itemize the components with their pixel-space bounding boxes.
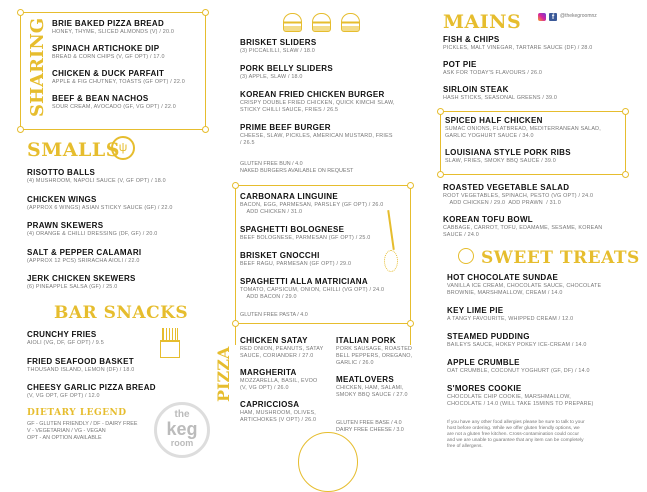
menu-item-name: CHICKEN WINGS [27, 194, 97, 204]
menu-item-description: BELL PEPPERS, OREGANO, [336, 353, 413, 359]
menu-item-description: (APPROX 6 WINGS) ASIAN STICKY SAUCE (GF) / 22.0 [27, 204, 173, 211]
menu-item [447, 358, 601, 375]
menu-item-description: ASK FOR TODAY'S FLAVOURS / 26.0 [443, 70, 543, 76]
menu-item [240, 277, 384, 301]
menu-item-description: RED ONION, PEANUTS, SATAY [240, 346, 324, 352]
note-line: are not a gluten free kitchen. Cross-contamination could occur [447, 432, 579, 437]
menu-item-description: SOUR CREAM, AVOCADO (GF, VG OPT) / 22.0 [52, 104, 176, 110]
menu-item-description: (4) MUSHROOM, NAPOLI SAUCE (V, GF OPT) / 18.0 [27, 178, 166, 184]
fries-icon [160, 328, 180, 358]
logo-text-the: the [174, 409, 190, 420]
menu-item-description: CHEESE, SLAW, PICKLES, AMERICAN MUSTARD, FRIES [240, 133, 393, 139]
menu-item [336, 336, 412, 367]
menu-item-description: SUMAC ONIONS, FLATBREAD, MEDITERRANEAN SALAD, [445, 126, 601, 132]
menu-item-description: STICKY CHILLI SAUCE, FRIES / 26.5 [240, 107, 339, 113]
menu-item-description: ADD BACON / 29.0 [240, 294, 297, 300]
menu-item [52, 94, 185, 111]
menu-item [443, 60, 593, 77]
menu-item [447, 306, 601, 323]
facebook-icon[interactable]: f [549, 13, 557, 21]
menu-item [447, 384, 601, 408]
menu-item-description: OAT CRUMBLE, COCONUT YOGHURT (GF, DF) / 14.0 [447, 368, 590, 374]
burgers-notes [240, 161, 353, 175]
menu-item [27, 357, 156, 374]
menu-item-description: GARLIC / 26.0 [336, 360, 374, 366]
menu-item-description: TOMATO, CAPSICUM, ONION, CHILLI (VG OPT) / 24.0 [240, 287, 385, 293]
menu-item-name: CARBONARA LINGUINE [240, 192, 338, 201]
menu-item-name: BRIE BAKED PIZZA BREAD [52, 19, 165, 28]
menu-item [443, 85, 593, 102]
menu-item-description: SAUCE, CORIANDER / 27.0 [240, 353, 314, 359]
menu-item-name: RISOTTO BALLS [27, 168, 96, 177]
menu-item-name: S'MORES COOKIE [447, 384, 522, 393]
menu-item-description: APPLE & FIG CHUTNEY, TOASTS (GF OPT) / 22.0 [52, 79, 185, 85]
menu-item-description: HONEY, THYME, SLICED ALMONDS (V) / 20.0 [52, 29, 175, 35]
bar-snacks-heading: BAR SNACKS [54, 303, 189, 323]
menu-item-name: BRISKET SLIDERS [240, 38, 317, 47]
sharing-list [52, 19, 185, 119]
pizza-list-right [336, 336, 412, 407]
menu-item-name: CHICKEN SATAY [240, 336, 308, 345]
menu-item-description: ROOT VEGETABLES, SPINACH, PESTO (VG OPT) / 24.0 [443, 193, 594, 199]
menu-item-name: MEATLOVERS [336, 375, 394, 384]
menu-item-name: SALT & PEPPER CALAMARI [27, 247, 142, 257]
menu-item-description: SMOKY BBQ SAUCE / 27.0 [336, 392, 408, 398]
utensils-icon: ψ [111, 136, 135, 160]
menu-item-description: BACON, EGG, PARMESAN, PARSLEY (GF OPT) / 26.0 [240, 202, 384, 208]
note-line: host before ordering. While we offer gluten friendly options, we [447, 426, 580, 431]
menu-item-name: SPAGHETTI ALLA MATRICIANA [240, 277, 368, 286]
menu-item-description: ADD CHICKEN / 29.0 ADD PRAWN / 31.0 [443, 200, 561, 206]
menu-item-name: KOREAN TOFU BOWL [443, 215, 533, 224]
menu-item [27, 330, 156, 347]
logo-watermark [154, 402, 210, 458]
menu-item-name: PRAWN SKEWERS [27, 221, 104, 230]
menu-item [240, 38, 395, 55]
menu-item-description: ADD CHICKEN / 31.0 [240, 209, 303, 215]
menu-item [27, 168, 173, 185]
mains-list [443, 35, 593, 110]
note-line: free of allergens. [447, 444, 483, 449]
social-handle[interactable]: @thekegroomnz [560, 13, 597, 19]
menu-item [240, 192, 384, 216]
pasta-list [240, 192, 384, 310]
menu-item-description: BREAD & CORN CHIPS (V, GF OPT) / 17.0 [52, 54, 165, 60]
instagram-icon[interactable] [538, 13, 546, 21]
menu-item-description: CRISPY DOUBLE FRIED CHICKEN, QUICK KIMCHI SLAW, [240, 100, 395, 106]
menu-item-description: BAILEYS SAUCE, HOKEY POKEY ICE-CREAM / 14.0 [447, 342, 587, 348]
sharing-heading: SHARING [27, 17, 48, 117]
menu-item-name: MARGHERITA [240, 368, 297, 377]
dietary-legend-heading: DIETARY LEGEND [27, 408, 127, 418]
menu-item-name: PORK BELLY SLIDERS [240, 64, 333, 73]
menu-item-name: APPLE CRUMBLE [447, 358, 520, 367]
menu-item-name: KOREAN FRIED CHICKEN BURGER [240, 90, 385, 99]
menu-item-name: SPICED HALF CHICKEN [445, 116, 543, 125]
allergy-disclaimer [447, 420, 585, 450]
menu-item [52, 69, 185, 86]
menu-item-description: CABBAGE, CARROT, TOFU, EDAMAME, SESAME, KOREAN [443, 225, 603, 231]
sweet-treats-heading: SWEET TREATS [481, 248, 640, 268]
note-line: GLUTEN FREE PASTA / 4.0 [240, 312, 308, 318]
note-line: and we are unable to guarantee that any item can be completely [447, 438, 584, 443]
note-line: OPT - AN OPTION AVAILABLE [27, 435, 102, 441]
menu-item-name: ITALIAN PORK [336, 336, 396, 345]
menu-item-description: (V, VG OPT) / 26.0 [240, 385, 289, 391]
burger-icons [283, 13, 363, 35]
menu-item [52, 44, 185, 61]
menu-item [27, 248, 173, 265]
menu-item [447, 332, 601, 349]
menu-item-description: A TANGY FAVOURITE, WHIPPED CREAM / 12.0 [447, 316, 574, 322]
logo-text-room: room [170, 438, 194, 448]
burgers-list [240, 38, 395, 156]
menu-item-description: BROWNIE, MARSHMALLOW, CREAM / 14.0 [447, 290, 563, 296]
menu-item-name: CRUNCHY FRIES [27, 330, 97, 339]
menu-item [240, 225, 384, 242]
sundae-icon [458, 248, 474, 264]
menu-item-description: HASH STICKS, SEASONAL GREENS / 39.0 [443, 95, 558, 101]
menu-item-description: CHOCOLATE CHIP COOKIE, MARSHMALLOW, [447, 394, 571, 400]
menu-item-description: BEEF RAGU, PARMESAN (GF OPT) / 29.0 [240, 261, 352, 267]
menu-item-description: (4) ORANGE & CHILLI DRESSING (DF, GF) / 20.0 [27, 231, 158, 237]
note-line: GF - GLUTEN FRIENDLY / DF - DAIRY FREE [27, 421, 138, 427]
menu-item [27, 221, 173, 238]
menu-item-description: CHOCOLATE / 14.0 (WILL TAKE 15MINS TO PREPARE) [447, 401, 594, 407]
menu-item-description: (APPROX 12 PCS) SRIRACHA AIOLI / 22.0 [27, 257, 140, 264]
logo-text-keg: keg [166, 419, 198, 439]
menu-item-name: CHICKEN & DUCK PARFAIT [52, 69, 165, 78]
menu-item-description: BEEF BOLOGNESE, PARMESAN (GF OPT) / 25.0 [240, 235, 371, 241]
menu-item-description: SLAW, FRIES, SMOKY BBQ SAUCE / 39.0 [445, 158, 556, 164]
menu-item-name: LOUISIANA STYLE PORK RIBS [445, 148, 571, 157]
menu-item [240, 400, 323, 424]
pasta-notes [240, 312, 308, 319]
menu-item-description: (V, VG OPT, GF OPT) / 12.0 [27, 393, 100, 399]
menu-item-name: POT PIE [443, 60, 477, 69]
menu-item [445, 148, 601, 165]
menu-item-description: PICKLES, MALT VINEGAR, TARTARE SAUCE (DF) / 28.0 [443, 45, 593, 51]
note-line: V - VEGETARIAN / VG - VEGAN [27, 428, 106, 434]
bar-snacks-list [27, 330, 156, 410]
menu-item [443, 35, 593, 52]
menu-item [240, 64, 395, 81]
menu-item [27, 195, 173, 212]
menu-item-name: BEEF & BEAN NACHOS [52, 94, 149, 103]
pizza-notes [336, 420, 404, 434]
menu-item-name: STEAMED PUDDING [447, 332, 530, 341]
menu-item [240, 336, 323, 360]
menu-item [443, 183, 602, 207]
menu-item-name: JERK CHICKEN SKEWERS [27, 274, 136, 283]
note-line: NAKED BURGERS AVAILABLE ON REQUEST [240, 168, 354, 174]
featured-mains-list [445, 116, 601, 173]
more-mains-list [443, 183, 602, 247]
menu-item-description: (3) APPLE, SLAW / 18.0 [240, 74, 303, 80]
note-line: DAIRY FREE CHEESE / 3.0 [336, 427, 404, 433]
pizza-heading: PIZZA [214, 346, 233, 402]
menu-item-name: BRISKET GNOCCHI [240, 251, 320, 260]
menu-item-description: VANILLA ICE CREAM, CHOCOLATE SAUCE, CHOCOLATE [447, 283, 602, 289]
menu-item [240, 251, 384, 268]
menu-item-description: (3) PICCALILLI, SLAW / 18.0 [240, 48, 316, 54]
mains-heading: MAINS [443, 11, 522, 33]
menu-item-description: GARLIC YOGHURT SAUCE / 34.0 [445, 133, 534, 139]
menu-item-description: / 26.5 [240, 140, 255, 146]
sweet-treats-list [447, 273, 601, 417]
menu-item-description: HAM, MUSHROOM, OLIVES, [240, 410, 316, 416]
menu-item-name: PRIME BEEF BURGER [240, 123, 331, 132]
menu-item [443, 215, 602, 239]
menu-item-name: ROASTED VEGETABLE SALAD [443, 183, 570, 192]
menu-item-description: CHICKEN, HAM, SALAMI, [336, 385, 404, 391]
menu-item [240, 123, 395, 147]
menu-item-name: CAPRICCIOSA [240, 400, 300, 409]
menu-item-name: KEY LIME PIE [447, 306, 504, 315]
menu-item-description: AIOLI (VG, DF, GF OPT) / 9.5 [27, 340, 104, 346]
menu-item-description: THOUSAND ISLAND, LEMON (DF) / 18.0 [27, 366, 135, 373]
menu-item-description: (6) PINEAPPLE SALSA (GF) / 25.0 [27, 284, 118, 290]
menu-item-name: SPAGHETTI BOLOGNESE [240, 225, 345, 234]
pizza-icon [298, 432, 358, 492]
menu-item [240, 368, 323, 392]
menu-item-name: SPINACH ARTICHOKE DIP [52, 44, 160, 53]
smalls-list [27, 168, 173, 301]
menu-item-description: PORK SAUSAGE, ROASTED [336, 346, 413, 352]
menu-item-description: MOZZARELLA, BASIL, EVOO [240, 378, 318, 384]
menu-item-name: CHEESY GARLIC PIZZA BREAD [27, 383, 156, 392]
menu-item-description: SAUCE / 24.0 [443, 232, 479, 238]
menu-item [336, 375, 412, 399]
menu-item-name: SIRLOIN STEAK [443, 85, 509, 94]
menu-item [27, 274, 173, 291]
note-line: If you have any other food allergies please be sure to talk to your [447, 420, 585, 425]
pizza-list-left [240, 336, 323, 432]
menu-item-name: FRIED SEAFOOD BASKET [27, 356, 134, 366]
menu-item-name: HOT CHOCOLATE SUNDAE [447, 273, 559, 282]
note-line: GLUTEN FREE BUN / 4.0 [240, 161, 303, 167]
menu-item [445, 116, 601, 140]
menu-item [52, 19, 185, 36]
menu-item-name: FISH & CHIPS [443, 35, 500, 44]
menu-item [447, 273, 601, 297]
menu-item-description: ARTICHOKES (V OPT) / 26.0 [240, 417, 317, 423]
dietary-legend [27, 421, 137, 442]
menu-item [27, 383, 156, 400]
fork-spaghetti-icon [382, 210, 402, 280]
menu-item [240, 90, 395, 114]
note-line: GLUTEN FREE BASE / 4.0 [336, 420, 402, 426]
smalls-heading: SMALLS [27, 139, 120, 161]
